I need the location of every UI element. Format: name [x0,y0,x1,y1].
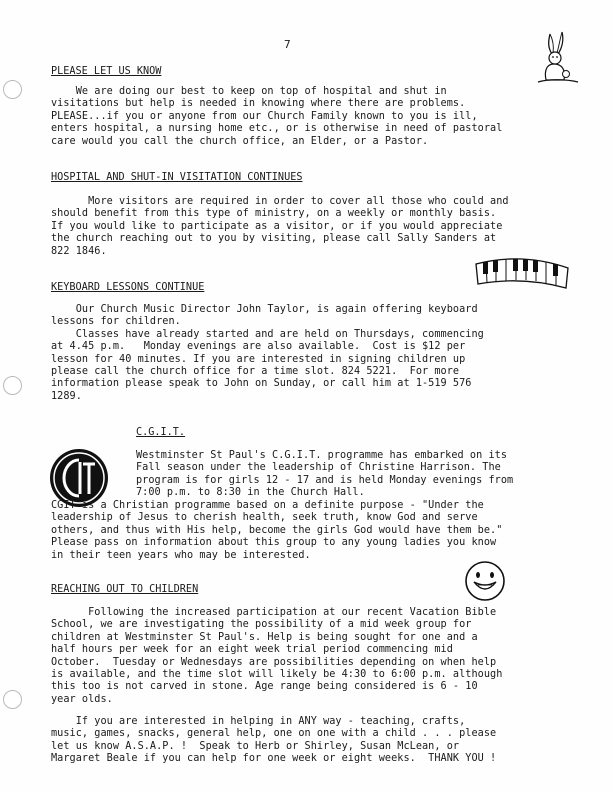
text-line: 822 1846. [51,245,107,257]
hospital-body [51,196,509,258]
text-line: Fall season under the leadership of Christine Harrison. The [136,462,501,474]
text-line: is available, and the time slot will likely be 4:30 to 6:00 p.m. although [51,669,503,681]
text-line: If you would like to participate as a visitor, or if you would appreciate [51,220,503,232]
text-line: lessons for children. [51,316,181,328]
text-line: at 4.45 p.m. Monday evenings are also available. Cost is $12 per [51,341,466,353]
text-line: music, games, snacks, general help, one on one with a child . . . please [51,728,497,740]
text-line: CGIT is a Christian programme based on a definite purpose - "Under the [51,500,484,511]
rabbit-icon [532,30,582,84]
heading-children: REACHING OUT TO CHILDREN [51,584,199,595]
text-line: lesson for 40 minutes. If you are interested in signing children up [51,353,466,365]
text-line: If you are interested in helping in ANY way - teaching, crafts, [51,716,466,727]
text-line: October. Tuesday or Wednesdays are possibilities depending on when help [51,656,497,668]
text-line: let us know A.S.A.P. ! Speak to Herb or Shirley, Susan McLean, or [51,740,460,752]
text-line: half hours per week for an eight week trial period commencing mid [51,644,453,656]
text-line: 1289. [51,390,82,402]
text-line: the church reaching out to you by visiting, please call Sally Sanders at [51,233,497,245]
text-line: in their teen years who may be interested. [51,549,311,561]
children-body [51,607,502,706]
text-line: School, we are investigating the possibility of a mid week group for [51,619,472,631]
text-line: leadership of Jesus to cherish health, seek truth, know God and serve [51,512,478,524]
binder-hole-top [3,80,22,99]
cgit-intro [136,450,513,500]
piano-keyboard-icon [474,254,570,294]
binder-hole-bottom [3,690,22,709]
cgit-logo [49,448,109,508]
text-line: Westminster St Paul's C.G.I.T. programme has embarked on its [136,450,508,461]
text-line: year olds. [51,693,113,705]
text-line: Our Church Music Director John Taylor, is again offering keyboard [51,304,478,315]
let-us-know-body [51,86,502,148]
smiley-face-icon [464,560,506,602]
cgit-body [51,500,502,562]
text-line: care would you call the church office, an Elder, or a Pastor. [51,135,429,147]
text-line: others, and thus with His help, become the girls God would have them be." [51,524,503,536]
text-line: Please pass on information about this group to any young ladies you know [51,537,497,549]
heading-hospital: HOSPITAL AND SHUT-IN VISITATION CONTINUES [51,172,303,183]
heading-let-us-know: PLEASE LET US KNOW [51,66,162,77]
text-line: information please speak to John on Sunday, or call him at 1-519 576 [51,378,472,390]
text-line: enters hospital, a nursing home etc., or is otherwise in need of pastoral [51,123,503,135]
text-line: More visitors are required in order to cover all those who could and [51,196,509,207]
children-help-body [51,716,496,766]
keyboard-body [51,304,484,403]
text-line: should benefit from this type of ministry, on a weekly or monthly basis. [51,208,497,220]
text-line: visitations but help is needed in knowing where there are problems. [51,98,466,110]
text-line: PLEASE...if you or anyone from our Church Family known to you is ill, [51,110,478,122]
text-line: We are doing our best to keep on top of hospital and shut in [51,86,447,97]
text-line: this too is not carved in stone. Age range being considered is 6 - 10 [51,681,478,693]
text-line: please call the church office for a time slot. 824 5221. For more [51,366,460,378]
heading-keyboard: KEYBOARD LESSONS CONTINUE [51,282,205,293]
heading-cgit: C.G.I.T. [136,427,186,438]
binder-hole-middle [3,376,22,395]
text-line: Classes have already started and are held on Thursdays, commencing [51,328,484,340]
text-line: Following the increased participation at our recent Vacation Bible [51,607,497,618]
page-number: 7 [284,38,291,51]
text-line: 7:00 p.m. to 8:30 in the Church Hall. [136,487,365,499]
text-line: program is for girls 12 - 17 and is held Monday evenings from [136,474,514,486]
text-line: Margaret Beale if you can help for one week or eight weeks. THANK YOU ! [51,753,497,765]
text-line: children at Westminster St Paul's. Help is being sought for one and a [51,631,478,643]
